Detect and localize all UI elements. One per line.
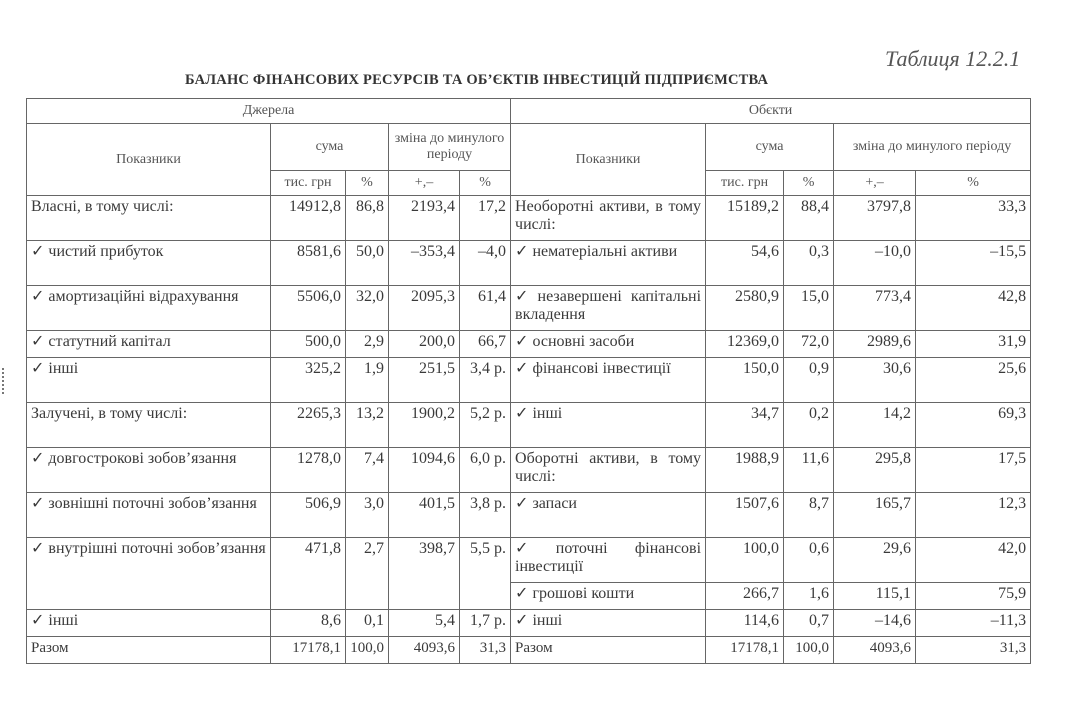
table-row — [27, 610, 1031, 637]
object-label-text: Оборотні активи, в тому числі: — [515, 450, 702, 485]
source-change: 200,0 — [389, 331, 460, 358]
check-mark-icon: ✓ — [515, 360, 529, 377]
source-change-percent: 5,5 р. — [460, 538, 511, 610]
object-change: 3797,8 — [834, 196, 916, 241]
object-sum: 54,6 — [706, 241, 784, 286]
source-label-text: зовнішні поточні зобов’язання — [48, 495, 257, 512]
source-percent: 1,9 — [346, 358, 389, 403]
object-change-percent: 42,0 — [916, 538, 1031, 583]
check-mark-icon: ✓ — [515, 288, 534, 305]
object-sum: 114,6 — [706, 610, 784, 637]
object-label — [511, 331, 706, 358]
object-change-percent: 75,9 — [916, 583, 1031, 610]
source-change-percent: 17,2 — [460, 196, 511, 241]
source-sum: 14912,8 — [271, 196, 346, 241]
object-label — [511, 403, 706, 448]
source-percent: 32,0 — [346, 286, 389, 331]
margin-mark — [2, 368, 8, 394]
check-mark-icon: ✓ — [515, 333, 529, 350]
check-mark-icon: ✓ — [31, 612, 45, 629]
source-label — [27, 493, 271, 538]
source-percent: 0,1 — [346, 610, 389, 637]
object-label-text: незавершені капітальні вкладення — [515, 288, 702, 323]
source-change: 1900,2 — [389, 403, 460, 448]
source-change-percent: –4,0 — [460, 241, 511, 286]
object-sum: 15189,2 — [706, 196, 784, 241]
source-change-percent: 5,2 р. — [460, 403, 511, 448]
unit-thousand-uah: тис. грн — [271, 171, 346, 196]
source-percent: 100,0 — [346, 637, 389, 664]
total-row — [27, 637, 1031, 664]
source-label — [27, 241, 271, 286]
source-change: 5,4 — [389, 610, 460, 637]
check-mark-icon: ✓ — [515, 540, 552, 557]
source-percent: 3,0 — [346, 493, 389, 538]
object-change-percent: 33,3 — [916, 196, 1031, 241]
check-mark-icon: ✓ — [515, 495, 529, 512]
source-label — [27, 196, 271, 241]
source-change: 251,5 — [389, 358, 460, 403]
table-row — [27, 403, 1031, 448]
source-change: 1094,6 — [389, 448, 460, 493]
object-total-label: Разом — [511, 637, 706, 664]
object-label — [511, 286, 706, 331]
source-label — [27, 358, 271, 403]
object-label-text: фінансові інвестиції — [532, 360, 671, 377]
source-change-percent: 1,7 р. — [460, 610, 511, 637]
source-label — [27, 286, 271, 331]
object-change: 773,4 — [834, 286, 916, 331]
source-label-text: інші — [48, 612, 79, 629]
object-label-text: запаси — [532, 495, 577, 512]
check-mark-icon: ✓ — [31, 450, 45, 467]
object-percent: 0,2 — [784, 403, 834, 448]
object-percent: 15,0 — [784, 286, 834, 331]
object-change: 115,1 — [834, 583, 916, 610]
source-percent: 7,4 — [346, 448, 389, 493]
source-label-text: інші — [48, 360, 79, 377]
balance-table — [26, 98, 1031, 664]
objects-sum-header: сума — [706, 124, 834, 171]
source-change: 4093,6 — [389, 637, 460, 664]
sources-sum-header: сума — [271, 124, 389, 171]
object-label — [511, 493, 706, 538]
object-change: 14,2 — [834, 403, 916, 448]
table-row — [27, 196, 1031, 241]
table-row — [27, 358, 1031, 403]
object-label-text: нематеріальні активи — [532, 243, 678, 260]
object-label-text: Необоротні активи, в тому числі: — [515, 198, 702, 233]
source-sum: 1278,0 — [271, 448, 346, 493]
source-sum: 506,9 — [271, 493, 346, 538]
unit-percent: % — [460, 171, 511, 196]
source-percent: 86,8 — [346, 196, 389, 241]
object-change: 29,6 — [834, 538, 916, 583]
table-row — [27, 241, 1031, 286]
object-sum: 1507,6 — [706, 493, 784, 538]
objects-header: Обєкти — [511, 99, 1031, 124]
unit-plus-minus: +,– — [834, 171, 916, 196]
object-sum: 150,0 — [706, 358, 784, 403]
object-percent: 100,0 — [784, 637, 834, 664]
unit-percent: % — [346, 171, 389, 196]
source-label-text: статутний капітал — [48, 333, 171, 350]
object-label — [511, 358, 706, 403]
source-sum: 5506,0 — [271, 286, 346, 331]
object-label — [511, 610, 706, 637]
column-header-row — [27, 124, 1031, 171]
source-percent: 13,2 — [346, 403, 389, 448]
source-change: 2095,3 — [389, 286, 460, 331]
object-label-text: грошові кошти — [532, 585, 635, 602]
group-header-row — [27, 99, 1031, 124]
object-change: –10,0 — [834, 241, 916, 286]
unit-percent: % — [916, 171, 1031, 196]
object-label-text: інші — [532, 612, 563, 629]
sources-header: Джерела — [27, 99, 511, 124]
check-mark-icon: ✓ — [515, 585, 529, 602]
object-change: 295,8 — [834, 448, 916, 493]
object-change-percent: 17,5 — [916, 448, 1031, 493]
source-sum: 2265,3 — [271, 403, 346, 448]
check-mark-icon: ✓ — [31, 243, 45, 260]
source-percent: 2,7 — [346, 538, 389, 610]
source-percent: 2,9 — [346, 331, 389, 358]
check-mark-icon: ✓ — [31, 360, 45, 377]
source-label-text: Власні, в тому числі: — [31, 198, 174, 215]
source-change-percent: 61,4 — [460, 286, 511, 331]
table-row — [27, 286, 1031, 331]
source-sum: 325,2 — [271, 358, 346, 403]
object-change: 4093,6 — [834, 637, 916, 664]
object-percent: 0,7 — [784, 610, 834, 637]
source-change: 2193,4 — [389, 196, 460, 241]
source-label-text: чистий прибуток — [48, 243, 164, 260]
object-percent: 1,6 — [784, 583, 834, 610]
source-sum: 17178,1 — [271, 637, 346, 664]
source-label — [27, 448, 271, 493]
source-percent: 50,0 — [346, 241, 389, 286]
source-change: 398,7 — [389, 538, 460, 610]
source-change-percent: 66,7 — [460, 331, 511, 358]
source-label — [27, 331, 271, 358]
object-change-percent: –15,5 — [916, 241, 1031, 286]
source-change-percent: 3,4 р. — [460, 358, 511, 403]
object-label — [511, 583, 706, 610]
table-row — [27, 493, 1031, 538]
object-percent: 0,3 — [784, 241, 834, 286]
object-sum: 17178,1 — [706, 637, 784, 664]
object-change: 30,6 — [834, 358, 916, 403]
object-label-text: поточні фінансові інвестиції — [515, 540, 702, 575]
check-mark-icon: ✓ — [515, 243, 529, 260]
unit-plus-minus: +,– — [389, 171, 460, 196]
unit-thousand-uah: тис. грн — [706, 171, 784, 196]
check-mark-icon: ✓ — [515, 405, 529, 422]
objects-change-header: зміна до минулого періоду — [834, 124, 1031, 171]
object-change-percent: 31,3 — [916, 637, 1031, 664]
check-mark-icon: ✓ — [31, 288, 45, 305]
source-label — [27, 538, 271, 610]
source-sum: 471,8 — [271, 538, 346, 610]
source-change: 401,5 — [389, 493, 460, 538]
table-number: Таблиця 12.2.1 — [885, 46, 1021, 71]
object-sum: 34,7 — [706, 403, 784, 448]
object-change-percent: 12,3 — [916, 493, 1031, 538]
object-sum: 2580,9 — [706, 286, 784, 331]
object-change-percent: 69,3 — [916, 403, 1031, 448]
object-change-percent: 25,6 — [916, 358, 1031, 403]
object-percent: 11,6 — [784, 448, 834, 493]
object-sum: 1988,9 — [706, 448, 784, 493]
source-label-text: довгострокові зобов’язання — [48, 450, 237, 467]
table-row — [27, 448, 1031, 493]
source-label — [27, 610, 271, 637]
objects-indicators-header: Показники — [511, 124, 706, 196]
sources-indicators-header: Показники — [27, 124, 271, 196]
object-percent: 72,0 — [784, 331, 834, 358]
source-sum: 500,0 — [271, 331, 346, 358]
object-percent: 8,7 — [784, 493, 834, 538]
object-sum: 266,7 — [706, 583, 784, 610]
object-label — [511, 448, 706, 493]
object-label-text: основні засоби — [532, 333, 635, 350]
object-sum: 12369,0 — [706, 331, 784, 358]
object-change: –14,6 — [834, 610, 916, 637]
object-label-text: інші — [532, 405, 563, 422]
object-change: 2989,6 — [834, 331, 916, 358]
check-mark-icon: ✓ — [31, 333, 45, 350]
check-mark-icon: ✓ — [31, 495, 45, 512]
object-percent: 88,4 — [784, 196, 834, 241]
object-sum: 100,0 — [706, 538, 784, 583]
source-label-text: внутрішні поточні зобов’язання — [48, 540, 266, 557]
source-change-percent: 6,0 р. — [460, 448, 511, 493]
object-percent: 0,9 — [784, 358, 834, 403]
source-sum: 8,6 — [271, 610, 346, 637]
object-change: 165,7 — [834, 493, 916, 538]
object-label — [511, 538, 706, 583]
object-change-percent: 42,8 — [916, 286, 1031, 331]
source-change-percent: 31,3 — [460, 637, 511, 664]
source-label-text: Залучені, в тому числі: — [31, 405, 188, 422]
object-percent: 0,6 — [784, 538, 834, 583]
object-change-percent: –11,3 — [916, 610, 1031, 637]
table-row — [27, 538, 1031, 583]
object-label — [511, 241, 706, 286]
source-change-percent: 3,8 р. — [460, 493, 511, 538]
source-change: –353,4 — [389, 241, 460, 286]
source-label — [27, 403, 271, 448]
object-label — [511, 196, 706, 241]
table-title: БАЛАНС ФІНАНСОВИХ РЕСУРСІВ ТА ОБ’ЄКТІВ ІНВЕСТИЦІЙ ПІДПРИЄМСТВА — [185, 72, 769, 88]
check-mark-icon: ✓ — [515, 612, 529, 629]
source-total-label: Разом — [27, 637, 271, 664]
table-row — [27, 331, 1031, 358]
object-change-percent: 31,9 — [916, 331, 1031, 358]
check-mark-icon: ✓ — [31, 540, 45, 557]
source-sum: 8581,6 — [271, 241, 346, 286]
source-label-text: амортизаційні відрахування — [48, 288, 239, 305]
sources-change-header: зміна до минулого періоду — [389, 124, 511, 171]
unit-percent: % — [784, 171, 834, 196]
